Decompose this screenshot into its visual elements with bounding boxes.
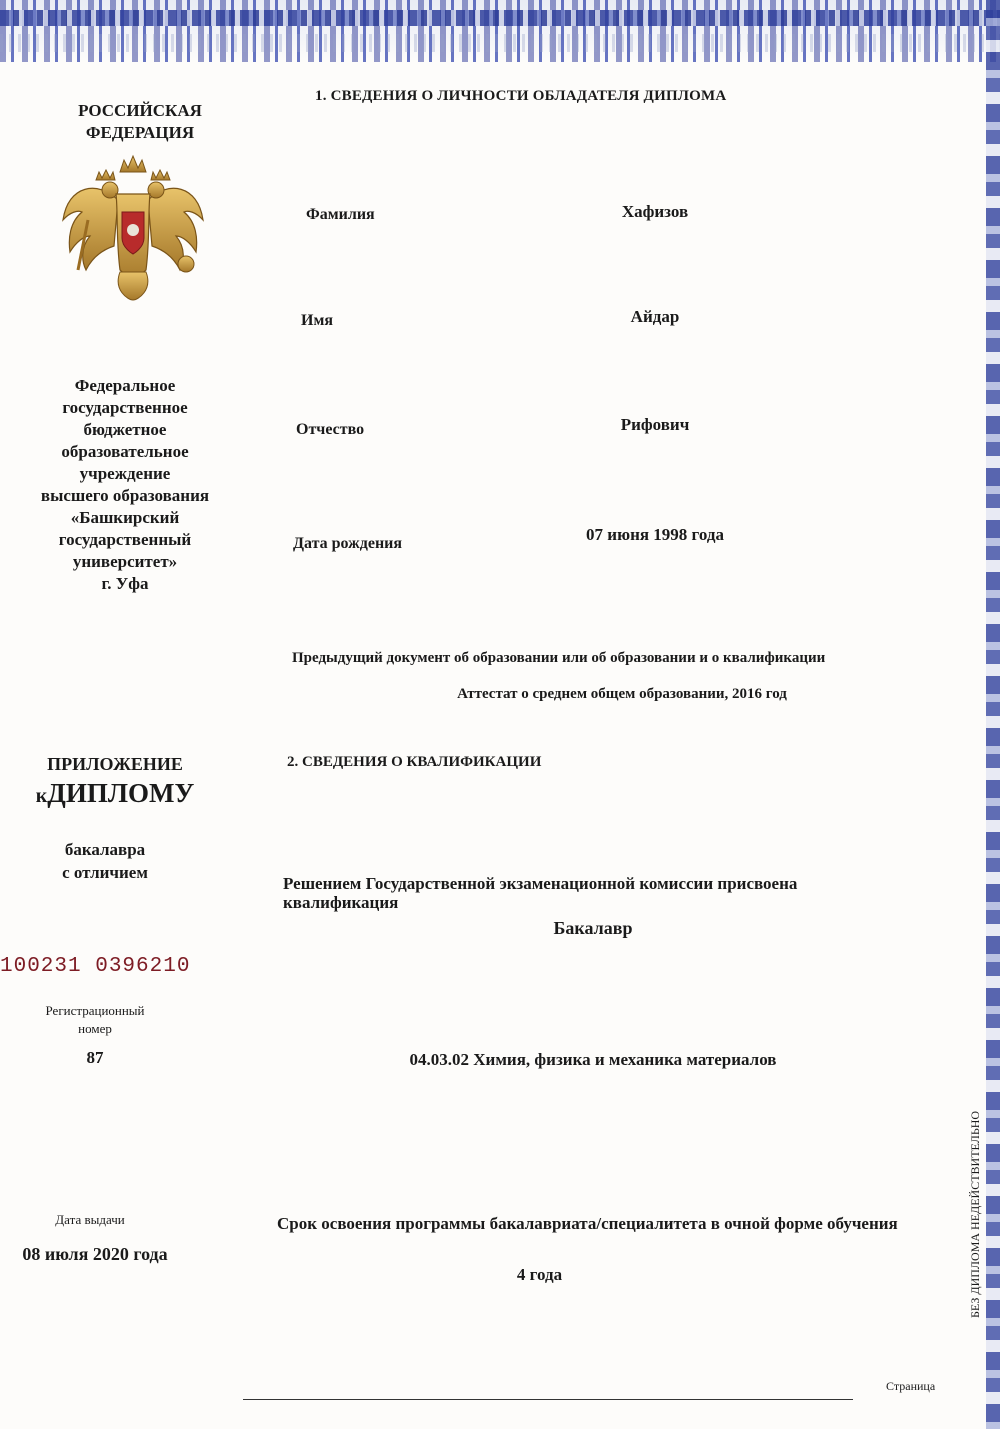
issue-date: 08 июля 2020 года: [22, 1244, 168, 1264]
section2-title: 2. СВЕДЕНИЯ О КВАЛИФИКАЦИИ: [287, 754, 542, 770]
patronymic-value: Рифович: [620, 415, 690, 434]
decorative-top-border: [0, 0, 1000, 62]
previous-document-title: Предыдущий документ об образовании или об образовании и о квалификации: [292, 650, 826, 666]
validity-side-note: БЕЗ ДИПЛОМА НЕДЕЙСТВИТЕЛЬНО: [968, 1110, 982, 1318]
qualification-value: Бакалавр: [553, 918, 633, 938]
previous-document-value: Аттестат о среднем общем образовании, 2016 год: [457, 686, 787, 702]
page-label: Страница: [886, 1379, 936, 1393]
study-term-statement: Срок освоения программы бакалавриата/специалитета в очной форме обучения: [277, 1214, 898, 1233]
study-term-value: 4 года: [516, 1265, 563, 1284]
institution-name: Федеральное государственное бюджетное образовательное учреждение высшего образования «Башкирский государственный университет» г. Уфа: [40, 376, 210, 593]
patronymic-label: Отчество: [296, 421, 365, 438]
decorative-right-border: [986, 0, 1000, 1429]
country-name: РОССИЙСКАЯ ФЕДЕРАЦИЯ: [78, 101, 202, 142]
registration-number: 87: [86, 1048, 104, 1067]
issue-date-label: Дата выдачи: [55, 1212, 125, 1227]
specialty-value: 04.03.02 Химия, физика и механика материалов: [409, 1050, 777, 1069]
footer-line: [243, 1399, 853, 1400]
birth-date-label: Дата рождения: [293, 535, 403, 552]
annex-subtitle: [20, 776, 210, 813]
double-headed-eagle-emblem-icon: [58, 150, 208, 305]
surname-label: Фамилия: [306, 206, 375, 223]
section1-title: 1. СВЕДЕНИЯ О ЛИЧНОСТИ ОБЛАДАТЕЛЯ ДИПЛОМА: [315, 88, 727, 104]
annex-title: ПРИЛОЖЕНИЕ: [47, 754, 183, 774]
serial-number: 100231 0396210: [0, 955, 191, 978]
annex-prefix: к: [35, 785, 48, 807]
degree-level: бакалавра с отличием: [62, 840, 148, 882]
birth-date-value: 07 июня 1998 года: [586, 525, 724, 544]
surname-value: Хафизов: [621, 202, 689, 221]
annex-word: ДИПЛОМУ: [47, 778, 195, 808]
registration-label: Регистрационный номер: [45, 1003, 145, 1036]
name-label: Имя: [301, 312, 333, 329]
qualification-statement: Решением Государственной экзаменационной комиссии присвоена квалификация: [283, 874, 798, 912]
name-value: Айдар: [630, 307, 680, 326]
